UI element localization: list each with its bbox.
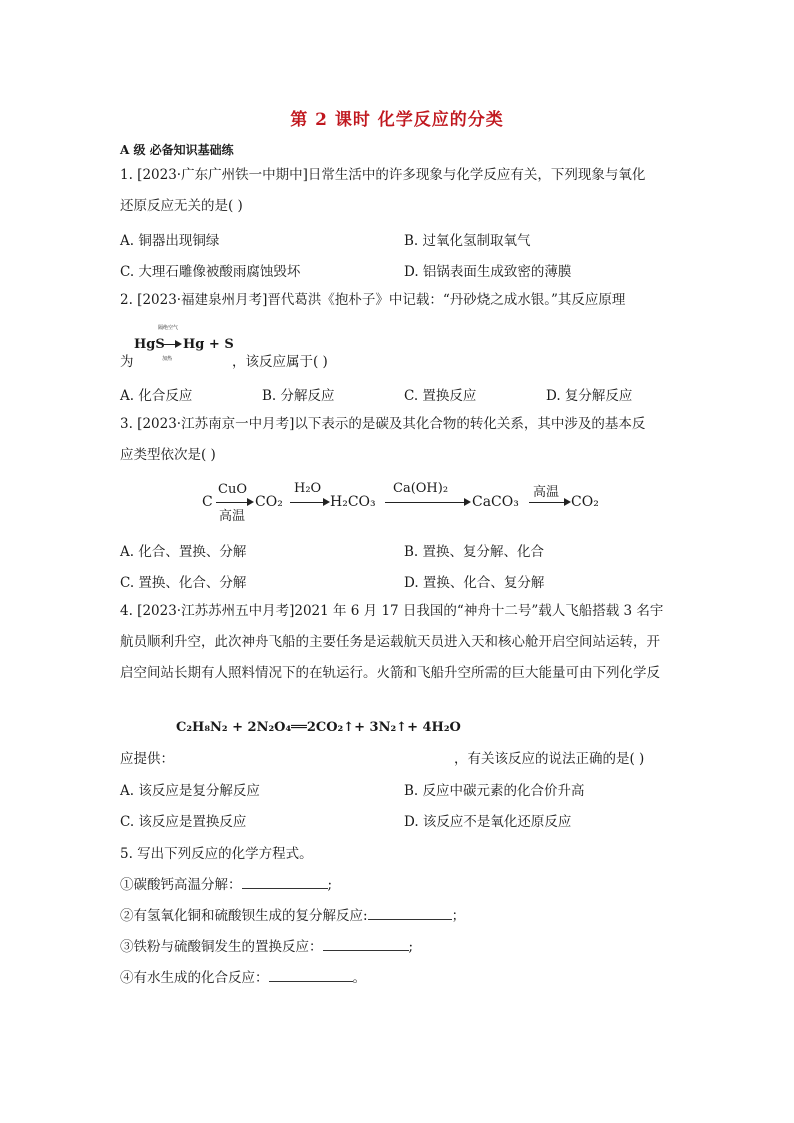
scheme-species-c: C [202, 494, 213, 510]
question-1-option-c: C. 大理石雕像被酸雨腐蚀毁坏 [120, 264, 301, 280]
question-4-line-3: 启空间站长期有人照料情况下的在轨运行。火箭和飞船升空所需的巨大能量可由下列化学反 [120, 665, 660, 681]
question-5-item-4-end: 。 [352, 970, 366, 986]
question-1-option-a: A. 铜器出现铜绿 [120, 233, 220, 249]
question-5-item-1 [120, 873, 332, 893]
answer-blank-2[interactable] [368, 905, 452, 920]
question-3-option-d: D. 置换、化合、复分解 [404, 575, 545, 591]
question-5-item-3 [120, 935, 413, 955]
scheme-arrow-3-head [464, 498, 471, 506]
question-5-item-2 [120, 904, 465, 924]
scheme-condition-2-top: H₂O [294, 481, 322, 496]
question-5-item-2-label: ②有氢氧化铜和硫酸钡生成的复分解反应: [120, 908, 368, 924]
question-2-stem-line-1: 2. [2023·福建泉州月考]晋代葛洪《抱朴子》中记载：“丹砂烧之成水银。”其反应原理 [120, 292, 626, 308]
question-3-option-b: B. 置换、复分解、化合 [404, 544, 545, 560]
question-5-item-3-end: ; [408, 939, 414, 955]
answer-blank-1[interactable] [242, 874, 328, 889]
question-3-option-a: A. 化合、置换、分解 [120, 544, 247, 560]
scheme-species-co2-1: CO₂ [255, 494, 283, 510]
question-4-line-4-suffix: ，有关该反应的说法正确的是( ) [454, 751, 645, 767]
question-3-line-1: 3. [2023·江苏南京一中月考]以下表示的是碳及其化合物的转化关系，其中涉及的基本反 [120, 416, 646, 432]
question-4-line-1: 4. [2023·江苏苏州五中月考]2021 年 6 月 17 日我国的“神舟十二号”载人飞船搭载 3 名宇 [120, 603, 664, 619]
scheme-species-caco3: CaCO₃ [472, 494, 519, 510]
question-5-item-1-end: ; [327, 877, 333, 893]
answer-blank-3[interactable] [323, 936, 409, 951]
scheme-species-h2co3: H₂CO₃ [330, 494, 376, 510]
scheme-arrow-3 [385, 502, 465, 503]
scheme-arrow-1 [216, 502, 248, 503]
question-2-option-c: C. 置换反应 [404, 388, 477, 404]
question-2-product: Hg + S [183, 337, 234, 352]
question-2-condition-top: 隔绝空气 [158, 325, 179, 331]
question-5-item-2-end: ； [451, 908, 466, 924]
question-2-option-b: B. 分解反应 [262, 388, 335, 404]
scheme-condition-1-bottom: 高温 [219, 509, 246, 524]
question-5-item-4 [120, 966, 366, 986]
scheme-arrow-4-head [564, 498, 571, 506]
section-level-heading: A 级 必备知识基础练 [120, 143, 234, 157]
page-title: 第 2 课时 化学反应的分类 [290, 110, 504, 130]
question-2-arrow [162, 344, 176, 345]
question-2-option-a: A. 化合反应 [120, 388, 193, 404]
question-3-line-2: 应类型依次是( ) [120, 447, 216, 463]
question-1-stem [120, 160, 676, 222]
question-4-line-2: 航员顺利升空，此次神舟飞船的主要任务是运载航天员进入天和核心舱开启空间站运转，开 [120, 634, 660, 650]
question-1-option-b: B. 过氧化氢制取氧气 [404, 233, 531, 249]
question-2-prefix: 为 [120, 354, 134, 370]
scheme-condition-4-top: 高温 [533, 485, 560, 500]
question-4-line-4-prefix: 应提供： [120, 751, 174, 767]
question-2-suffix: ，该反应属于( ) [232, 354, 328, 370]
question-4-option-c: C. 该反应是置换反应 [120, 814, 247, 830]
scheme-condition-1-top: CuO [218, 482, 247, 497]
question-5-stem: 5. 写出下列反应的化学方程式。 [120, 846, 313, 862]
question-2-option-d: D. 复分解反应 [546, 388, 633, 404]
question-3-stem [120, 409, 676, 471]
question-2-condition-bottom: 加热 [162, 356, 173, 362]
scheme-condition-3-top: Ca(OH)₂ [393, 481, 449, 496]
question-3-option-c: C. 置换、化合、分解 [120, 575, 247, 591]
question-4-option-d: D. 该反应不是氧化还原反应 [404, 814, 572, 830]
question-4-stem [120, 596, 676, 689]
question-5-item-3-label: ③铁粉与硫酸铜发生的置换反应： [120, 939, 323, 955]
question-5-item-4-label: ④有水生成的化合反应： [120, 970, 269, 986]
question-1-option-d: D. 铝锅表面生成致密的薄膜 [404, 264, 572, 280]
scheme-arrow-4 [529, 502, 565, 503]
question-2-arrow-head [175, 340, 182, 348]
question-4-option-b: B. 反应中碳元素的化合价升高 [404, 783, 585, 799]
question-4-equation: C₂H₈N₂ + 2N₂O₄══2CO₂↑+ 3N₂↑+ 4H₂O [176, 720, 461, 735]
scheme-arrow-1-head [247, 498, 254, 506]
answer-blank-4[interactable] [269, 967, 353, 982]
question-1-line-1: 1. [2023·广东广州铁一中期中]日常生活中的许多现象与化学反应有关，下列现象与氧化 [120, 167, 646, 183]
scheme-species-co2-2: CO₂ [571, 494, 599, 510]
question-5-item-1-label: ①碳酸钙高温分解： [120, 877, 242, 893]
scheme-arrow-2 [290, 502, 324, 503]
scheme-arrow-2-head [323, 498, 330, 506]
question-4-option-a: A. 该反应是复分解反应 [120, 783, 260, 799]
question-1-line-2: 还原反应无关的是( ) [120, 198, 243, 214]
question-2-reactant: HgS [134, 337, 165, 352]
